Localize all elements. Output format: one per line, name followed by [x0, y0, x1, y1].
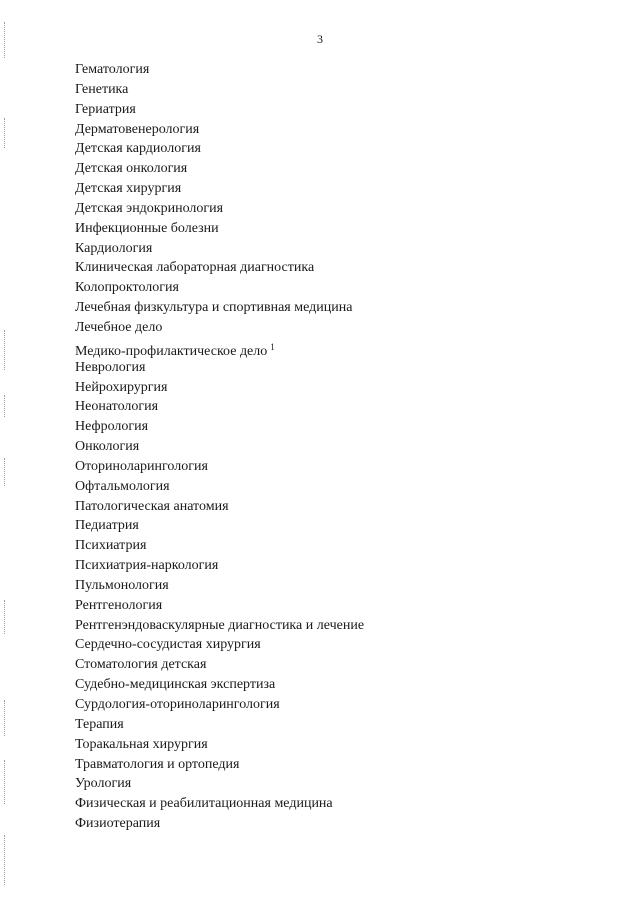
specialty-item — [75, 80, 364, 100]
specialty-item — [75, 715, 364, 735]
specialty-item — [75, 497, 364, 517]
specialty-item — [75, 179, 364, 199]
specialty-name: Судебно-медицинская экспертиза — [75, 677, 276, 693]
specialty-name: Оториноларингология — [75, 458, 208, 474]
specialty-name: Нефрология — [75, 419, 149, 435]
specialty-name: Сердечно-сосудистая хирургия — [75, 637, 261, 653]
specialty-name: Сурдология-оториноларингология — [75, 697, 280, 712]
specialty-name: Офтальмология — [75, 478, 170, 494]
specialty-item — [75, 794, 364, 814]
specialty-name: Психиатрия — [75, 538, 147, 554]
specialty-name: Физиотерапия — [75, 816, 161, 832]
specialty-list — [75, 60, 364, 834]
specialty-item — [75, 814, 364, 834]
specialty-name: Рентгенэндоваскулярные диагностика и лечение — [75, 617, 365, 633]
footnote-marker: 1 — [270, 341, 275, 352]
specialty-name: Генетика — [75, 81, 129, 97]
specialty-item — [75, 60, 364, 80]
specialty-item — [75, 774, 364, 794]
scan-margin-mark — [4, 760, 6, 804]
specialty-name: Стоматология детская — [75, 657, 207, 673]
scan-margin-mark — [4, 118, 6, 148]
specialty-item — [75, 635, 364, 655]
specialty-item — [75, 556, 364, 576]
specialty-item — [75, 616, 364, 636]
specialty-item — [75, 675, 364, 695]
specialty-name: Рентгенология — [75, 597, 163, 613]
specialty-item — [75, 318, 364, 338]
specialty-item — [75, 239, 364, 259]
specialty-item — [75, 417, 364, 437]
specialty-name: Детская кардиология — [75, 141, 201, 157]
specialty-name: Педиатрия — [75, 518, 139, 534]
specialty-name: Инфекционные болезни — [75, 220, 219, 236]
specialty-item — [75, 655, 364, 675]
specialty-name: Детская онкология — [75, 161, 188, 177]
specialty-name: Патологическая анатомия — [75, 498, 229, 514]
specialty-item — [75, 378, 364, 398]
specialty-item — [75, 199, 364, 219]
specialty-name: Лечебная физкультура и спортивная медицина — [75, 300, 353, 316]
scan-margin-mark — [4, 600, 6, 634]
page-number: 3 — [317, 32, 323, 46]
specialty-name: Детская эндокринология — [75, 200, 224, 216]
specialty-name: Лечебное дело — [75, 319, 163, 335]
scan-margin-mark — [4, 395, 6, 417]
specialty-item — [75, 437, 364, 457]
specialty-item — [75, 695, 364, 715]
specialty-name: Медико-профилактическое дело — [75, 343, 268, 359]
specialty-item — [75, 735, 364, 755]
specialty-item — [75, 397, 364, 417]
specialty-item — [75, 536, 364, 556]
specialty-item — [75, 516, 364, 536]
specialty-item — [75, 298, 364, 318]
specialty-item — [75, 477, 364, 497]
specialty-name: Гематология — [75, 62, 150, 77]
specialty-name: Пульмонология — [75, 577, 169, 593]
specialty-item — [75, 457, 364, 477]
specialty-name: Кардиология — [75, 240, 153, 256]
specialty-name: Неонатология — [75, 399, 159, 415]
specialty-name: Онкология — [75, 439, 140, 455]
specialty-item — [75, 120, 364, 140]
specialty-item — [75, 576, 364, 596]
specialty-item — [75, 755, 364, 775]
specialty-item — [75, 159, 364, 179]
specialty-item — [75, 358, 364, 378]
specialty-name: Физическая и реабилитационная медицина — [75, 796, 333, 812]
specialty-name: Гериатрия — [75, 101, 136, 117]
specialty-name: Терапия — [75, 716, 124, 732]
scan-margin-mark — [4, 330, 6, 370]
specialty-item — [75, 139, 364, 159]
specialty-item — [75, 100, 364, 120]
specialty-name: Психиатрия-наркология — [75, 558, 219, 574]
specialty-item — [75, 219, 364, 239]
specialty-name: Колопроктология — [75, 280, 179, 296]
specialty-name: Торакальная хирургия — [75, 736, 208, 752]
specialty-item — [75, 596, 364, 616]
specialty-item — [75, 258, 364, 278]
specialty-name: Урология — [75, 776, 132, 792]
scan-margin-mark — [4, 835, 6, 885]
specialty-item — [75, 278, 364, 298]
scan-margin-mark — [4, 700, 6, 736]
specialty-name: Неврология — [75, 359, 146, 375]
scan-margin-mark — [4, 458, 6, 486]
specialty-item — [75, 338, 364, 358]
specialty-name: Нейрохирургия — [75, 379, 168, 395]
specialty-name: Клиническая лабораторная диагностика — [75, 260, 315, 276]
specialty-name: Детская хирургия — [75, 181, 182, 197]
specialty-name: Дерматовенерология — [75, 121, 200, 137]
specialty-name: Травматология и ортопедия — [75, 756, 240, 772]
